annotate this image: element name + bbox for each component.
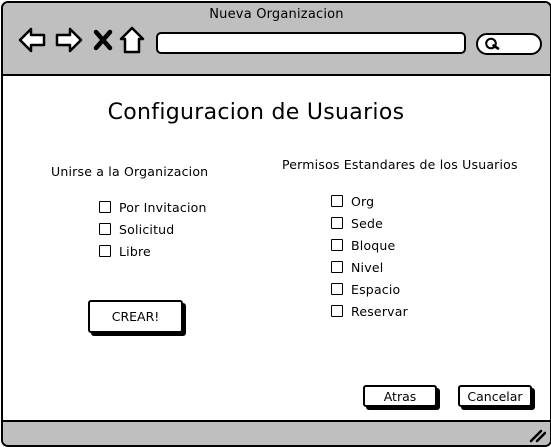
close-x-icon[interactable] bbox=[91, 25, 115, 55]
permission-sede[interactable] bbox=[331, 212, 408, 234]
permission-label: Bloque bbox=[351, 237, 396, 253]
cancel-button[interactable]: Cancelar bbox=[458, 385, 532, 407]
checkbox[interactable] bbox=[331, 195, 343, 207]
permissions-section-heading: Permisos Estandares de los Usuarios bbox=[282, 157, 518, 172]
main-content bbox=[3, 76, 550, 420]
checkbox[interactable] bbox=[99, 223, 111, 235]
search-icon bbox=[484, 37, 500, 51]
permission-reservar[interactable] bbox=[331, 300, 408, 322]
browser-window bbox=[1, 1, 551, 447]
join-section-heading: Unirse a la Organizacion bbox=[51, 164, 209, 179]
permission-label: Org bbox=[351, 193, 375, 209]
option-libre[interactable] bbox=[99, 240, 207, 262]
checkbox[interactable] bbox=[99, 245, 111, 257]
home-icon[interactable] bbox=[118, 25, 146, 55]
status-bar bbox=[3, 420, 550, 445]
permission-label: Nivel bbox=[351, 259, 384, 275]
checkbox[interactable] bbox=[331, 283, 343, 295]
option-por-invitacion[interactable] bbox=[99, 196, 207, 218]
permission-nivel[interactable] bbox=[331, 256, 408, 278]
checkbox[interactable] bbox=[99, 201, 111, 213]
option-label: Solicitud bbox=[119, 221, 175, 237]
back-button[interactable]: Atras bbox=[363, 385, 437, 407]
forward-arrow-icon[interactable] bbox=[54, 25, 84, 55]
permission-label: Espacio bbox=[351, 281, 401, 297]
permission-espacio[interactable] bbox=[331, 278, 408, 300]
permission-bloque[interactable] bbox=[331, 234, 408, 256]
resize-grip-icon[interactable] bbox=[528, 425, 546, 443]
window-title: Nueva Organizacion bbox=[209, 7, 344, 22]
create-button[interactable]: CREAR! bbox=[88, 300, 183, 333]
search-box[interactable] bbox=[476, 33, 542, 55]
permission-label: Reservar bbox=[351, 303, 408, 319]
permission-org[interactable] bbox=[331, 190, 408, 212]
join-options-list bbox=[99, 196, 207, 262]
checkbox[interactable] bbox=[331, 305, 343, 317]
checkbox[interactable] bbox=[331, 217, 343, 229]
address-bar[interactable] bbox=[156, 32, 466, 54]
checkbox[interactable] bbox=[331, 261, 343, 273]
option-solicitud[interactable] bbox=[99, 218, 207, 240]
option-label: Por Invitacion bbox=[119, 199, 207, 215]
checkbox[interactable] bbox=[331, 239, 343, 251]
permissions-options-list bbox=[331, 190, 408, 322]
back-arrow-icon[interactable] bbox=[17, 25, 47, 55]
browser-toolbar bbox=[3, 3, 550, 76]
option-label: Libre bbox=[119, 243, 151, 259]
permission-label: Sede bbox=[351, 215, 384, 231]
page-title: Configuracion de Usuarios bbox=[107, 100, 405, 125]
